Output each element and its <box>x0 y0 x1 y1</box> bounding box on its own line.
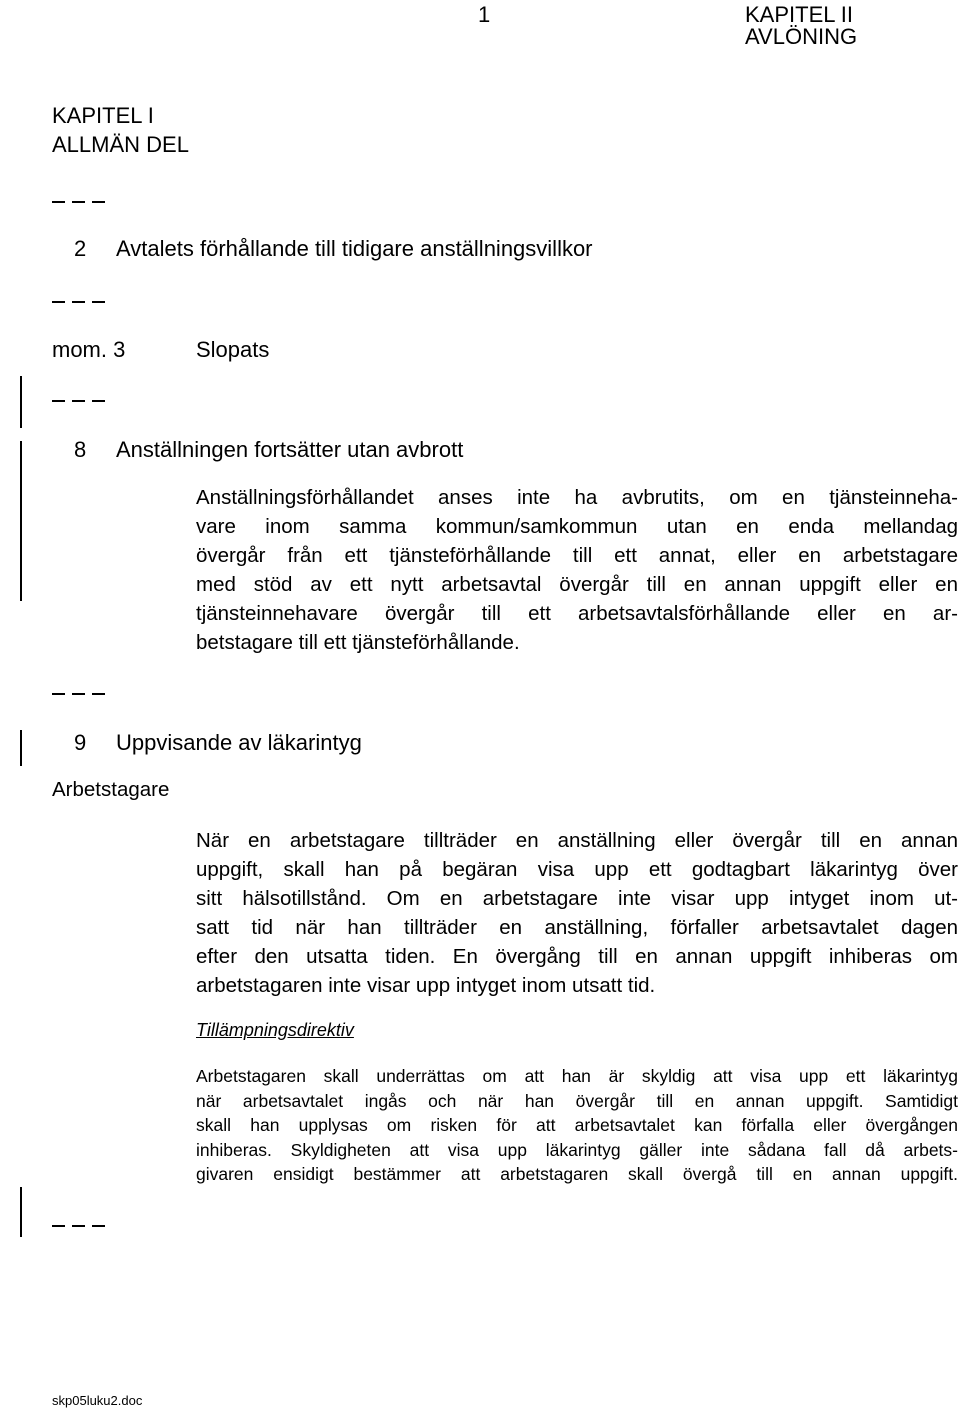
section-8-title: Anställningen fortsätter utan avbrott <box>116 437 464 462</box>
running-header-chapter: KAPITEL II <box>745 2 854 27</box>
section-9-title: Uppvisande av läkarintyg <box>116 730 362 755</box>
paragraph-line: Arbetstagaren skall underrättas om att han är skyldig att visa upp ett läkarintyg <box>196 1066 958 1086</box>
paragraph-line: med stöd av ett nytt arbetsavtal övergår till en annan uppgift eller en <box>196 573 958 596</box>
section-8-paragraph <box>196 483 958 657</box>
paragraph-line: vare inom samma kommun/samkommun utan en enda mellandag <box>196 515 958 538</box>
change-bar <box>20 376 22 428</box>
change-bar <box>20 1187 22 1237</box>
mom-3-text: Slopats <box>196 337 270 362</box>
paragraph-line: Anställningsförhållandet anses inte ha avbrutits, om en tjänsteinneha- <box>196 486 958 509</box>
section-2-number: 2 <box>74 236 87 261</box>
paragraph-line: betstagare till ett tjänsteförhållande. <box>196 631 520 654</box>
paragraph-line: sitt hälsotillstånd. Om en arbetstagare inte visar upp intyget inom ut- <box>196 887 958 910</box>
directive-paragraph <box>196 1064 958 1187</box>
paragraph-line: När en arbetstagare tillträder en anställning eller övergår till en annan <box>196 829 958 852</box>
paragraph-line: inhiberas. Skyldigheten att visa upp läkarintyg gäller inte sådana fall då arbets- <box>196 1139 958 1160</box>
footer-filename: skp05luku2.doc <box>52 1393 143 1408</box>
chapter-title: ALLMÄN DEL <box>52 132 189 157</box>
paragraph-line: uppgift, skall han på begäran visa upp ett godtagbart läkarintyg över <box>196 858 958 881</box>
paragraph-line: efter den utsatta tiden. En övergång till en annan uppgift inhiberas om <box>196 945 958 968</box>
paragraph-line: skall han upplysas om risken för att arbetsavtalet kan förfalla eller övergången <box>196 1115 958 1135</box>
chapter-label: KAPITEL I <box>52 103 154 128</box>
directive-heading: Tillämpningsdirektiv <box>196 1020 354 1040</box>
paragraph-line: givaren ensidigt bestämmer att arbetstagaren skall övergå till en annan uppgift. <box>196 1164 958 1184</box>
paragraph-line: övergår från ett tjänsteförhållande till ett annat, eller en arbetstagare <box>196 544 958 567</box>
mom-3-label: mom. 3 <box>52 337 126 362</box>
paragraph-line: tjänsteinnehavare övergår till ett arbetsavtalsförhållande eller en ar- <box>196 602 958 625</box>
running-header-title: AVLÖNING <box>745 24 858 49</box>
section-9-paragraph <box>196 826 958 1000</box>
section-8-number: 8 <box>74 437 87 462</box>
section-2-title: Avtalets förhållande till tidigare anställningsvillkor <box>116 236 593 261</box>
paragraph-line: satt tid när han tillträder en anställning, förfaller arbetsavtalet dagen <box>196 916 958 939</box>
section-9-number: 9 <box>74 730 87 755</box>
margin-label-arbetstagare: Arbetstagare <box>52 778 170 801</box>
change-bar <box>20 730 22 766</box>
change-bar <box>20 441 22 601</box>
paragraph-line: när arbetsavtalet ingås och när han övergår till en annan uppgift. Samtidigt <box>196 1090 958 1111</box>
page-number: 1 <box>478 2 491 27</box>
paragraph-line: arbetstagaren inte visar upp intyget inom utsatt tid. <box>196 974 656 997</box>
